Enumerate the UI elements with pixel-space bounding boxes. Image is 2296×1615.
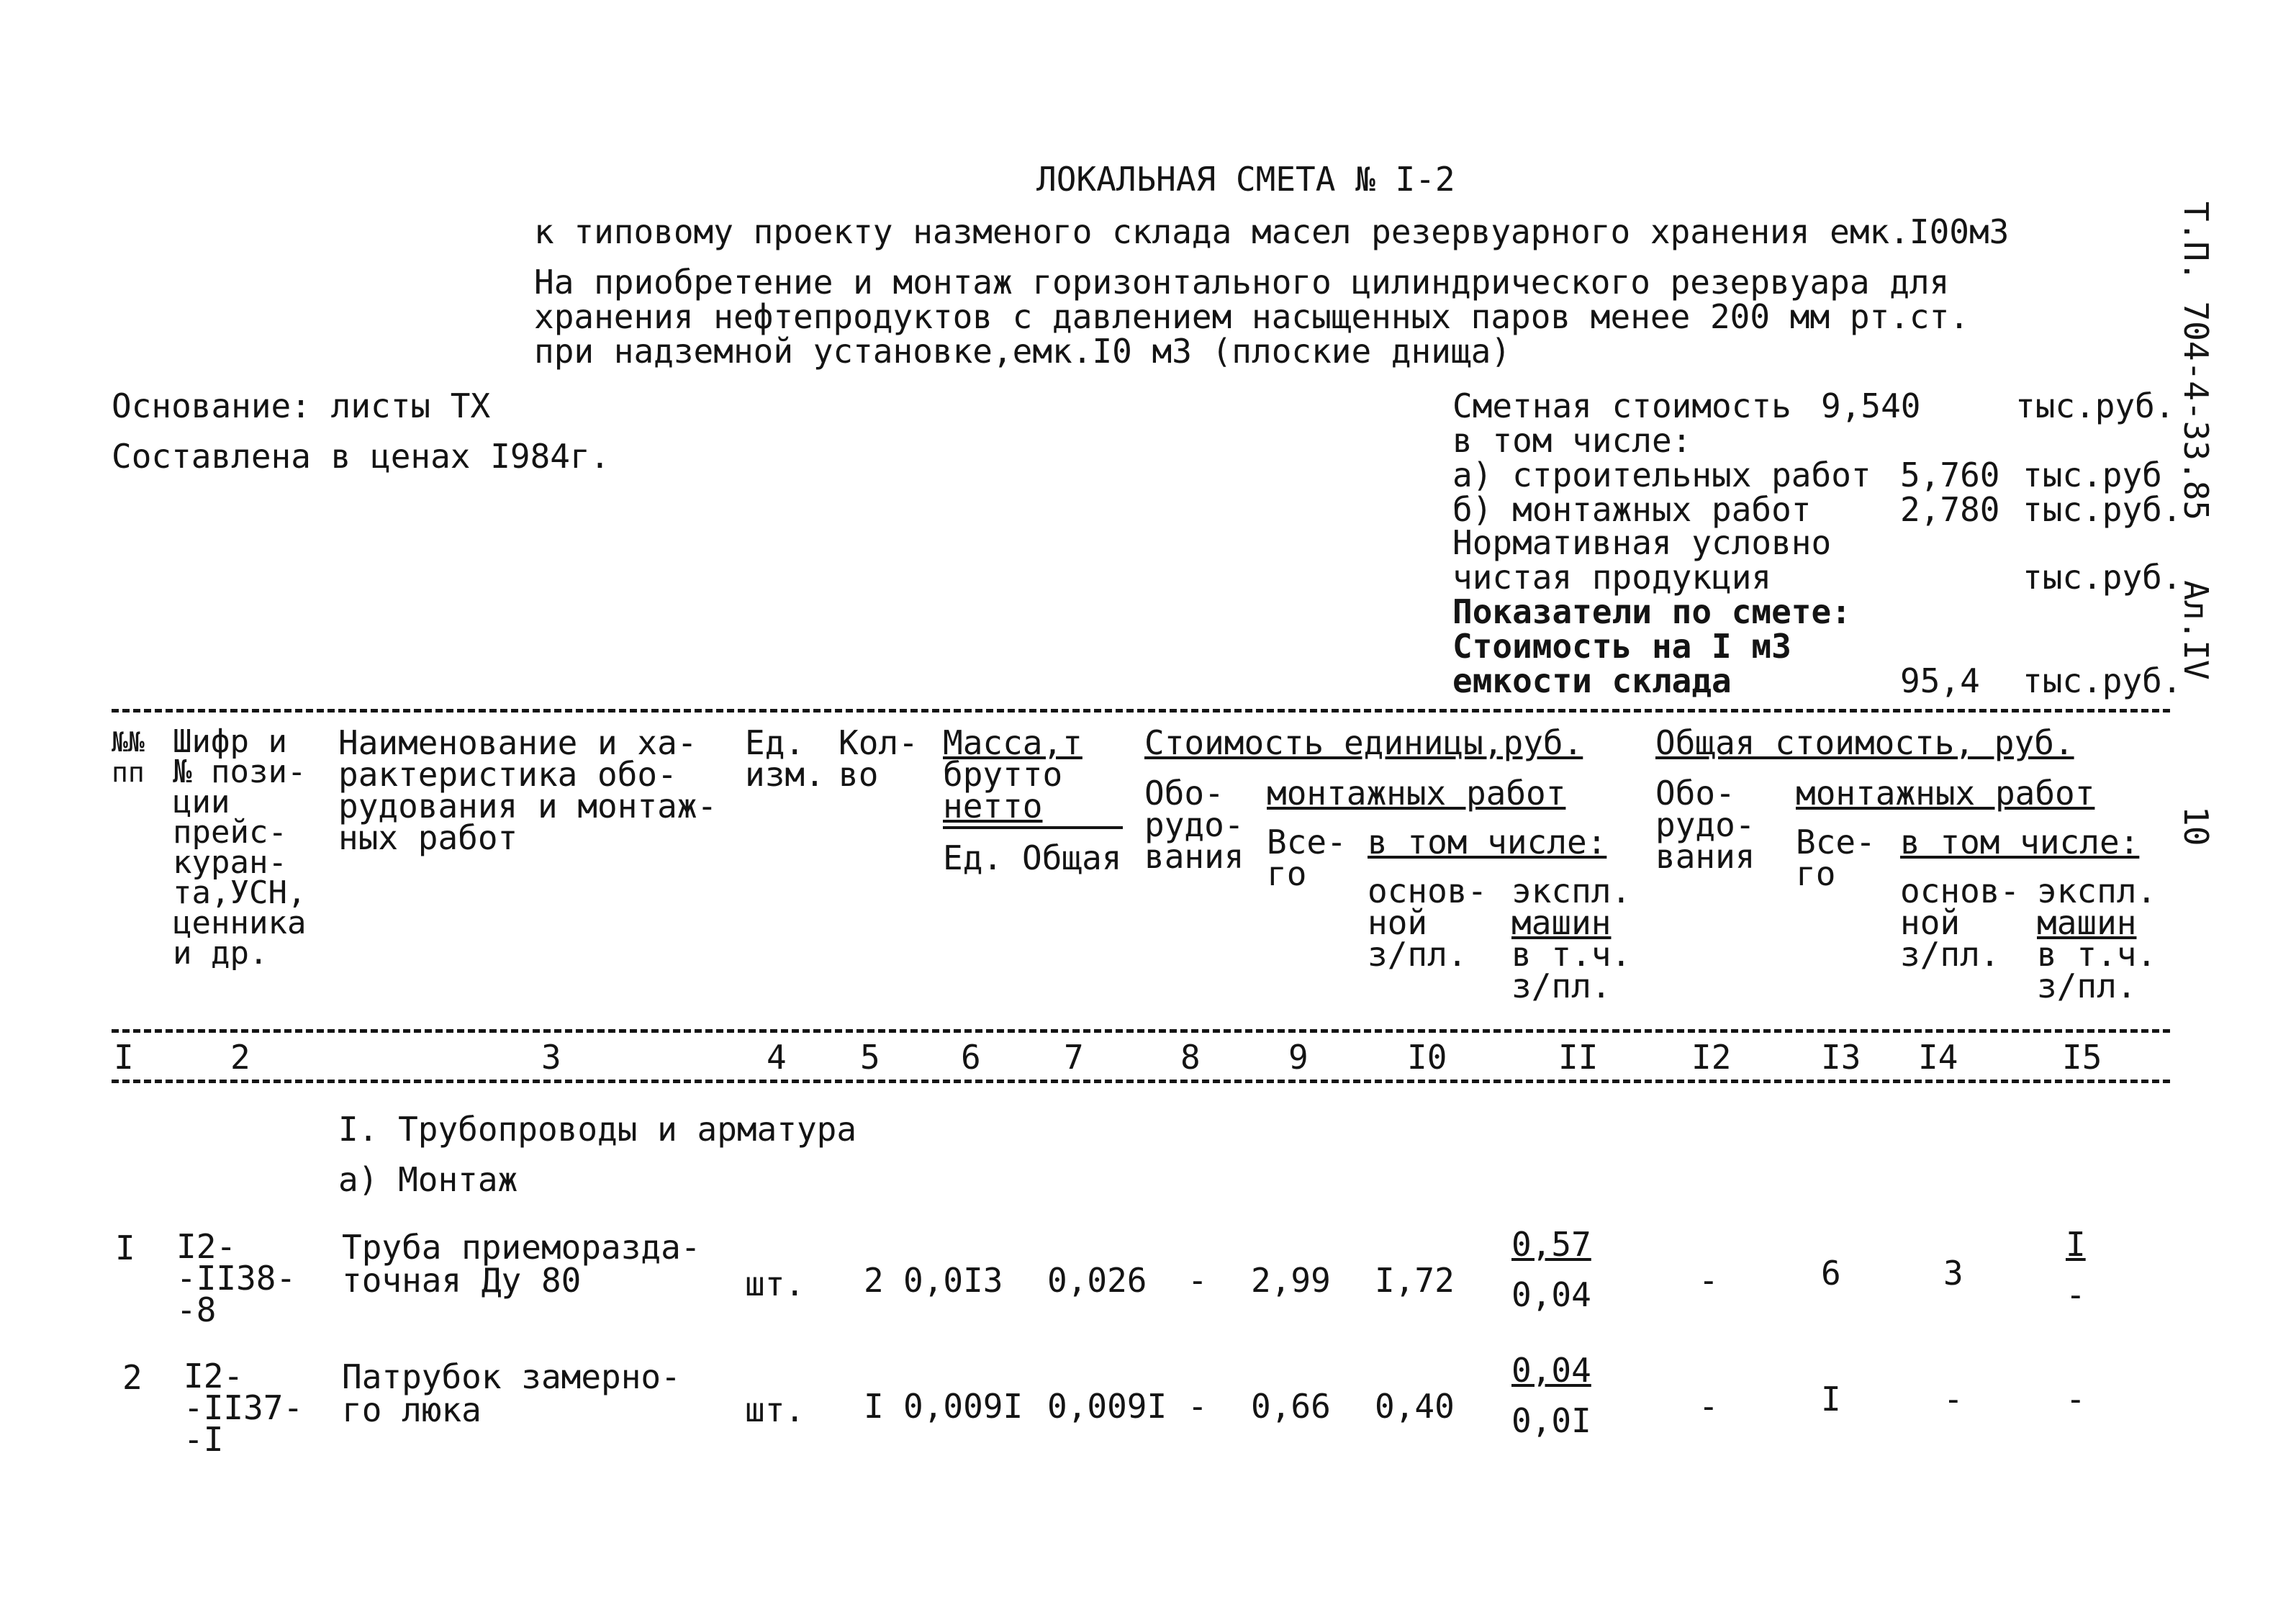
header-installation: монтажных работ [1267, 774, 1566, 813]
summary-installation-value: 2,780 [1900, 490, 2000, 529]
col-number: I0 [1407, 1038, 1447, 1077]
row-total-base-wage: - [1943, 1380, 1963, 1419]
header-unit: Ед. изм. [745, 723, 825, 794]
row-total-installation: 6 [1821, 1254, 1841, 1293]
section-title: I. Трубопроводы и арматура [338, 1110, 857, 1149]
header-total-cost: Общая стоимость, руб. [1655, 723, 2074, 762]
summary-construction-label: а) строительных работ [1452, 456, 1871, 494]
header-total-including: в том числе: [1900, 823, 2140, 861]
mass-divider [943, 826, 1123, 829]
summary-installation-label: б) монтажных работ [1452, 490, 1812, 529]
row-total-base-wage: 3 [1943, 1254, 1963, 1293]
row-mass-total: 0,026 [1047, 1261, 1147, 1300]
row-installation-total: 2,99 [1251, 1261, 1331, 1300]
row-equipment: - [1188, 1387, 1208, 1426]
row-code: I2- -II38- -8 [176, 1227, 297, 1329]
col-number: I [114, 1038, 134, 1077]
col-number: 2 [230, 1038, 250, 1077]
col-number: 8 [1180, 1038, 1201, 1077]
row-total-installation: I [1821, 1380, 1841, 1419]
summary-cost-label: Сметная стоимость [1452, 386, 1791, 425]
row-equipment: - [1188, 1261, 1208, 1300]
col-number: I3 [1821, 1038, 1861, 1077]
header-machine-wage: в т.ч. з/пл. [1511, 935, 1632, 1005]
row-code: I2- -II37- -I [184, 1357, 304, 1459]
header-base-wage: основ- ной з/пл. [1368, 872, 1488, 974]
row-machine-op: 0,04 [1511, 1351, 1591, 1390]
header-equipment: Обо- рудо- вания [1144, 774, 1244, 876]
row-total-equipment: - [1699, 1387, 1719, 1426]
row-total-machine-op: I [2066, 1225, 2086, 1264]
prices-year-text: Составлена в ценах I984г. [112, 437, 610, 476]
header-total-equipment: Обо- рудо- вания [1655, 774, 1755, 876]
summary-normative-line1: Нормативная условно [1452, 523, 1832, 562]
summary-cost-unit: тыс.руб. [2015, 386, 2175, 425]
section-subtitle: а) Монтаж [338, 1160, 518, 1199]
row-number: I [115, 1229, 135, 1267]
side-stamp [2179, 202, 2213, 680]
header-mass-net: нетто [943, 787, 1043, 825]
summary-indicators: Показатели по смете: [1452, 592, 1851, 631]
col-number: II [1558, 1038, 1599, 1077]
header-mass: Масса,т [943, 723, 1083, 762]
header-name: Наименование и ха- рактеристика обо- рудования и монтаж- ных работ [338, 723, 718, 857]
estimate-title: ЛОКАЛЬНАЯ СМЕТА № I-2 [1036, 160, 1455, 199]
summary-normative-line2: чистая продукция [1452, 558, 1772, 597]
row-quantity: I [864, 1387, 884, 1426]
row-mass-unit: 0,009I [903, 1387, 1023, 1426]
header-mass-total: Общая [1022, 838, 1122, 877]
col-number: I4 [1918, 1038, 1958, 1077]
table-top-rule [112, 709, 2170, 712]
header-mass-gross: брутто [943, 755, 1063, 794]
project-line: к типовому проекту назменого склада масел резервуарного хранения емк.I00м3 [534, 212, 2010, 251]
header-total-machine-op: экспл. [2037, 872, 2157, 910]
basis-text: Основание: листы ТХ [112, 386, 491, 425]
col-number: 7 [1064, 1038, 1084, 1077]
header-machine-op: экспл. [1511, 872, 1632, 910]
summary-construction-unit: тыс.руб [2022, 456, 2162, 494]
col-number: 5 [860, 1038, 880, 1077]
summary-cost-value: 9,540 [1821, 386, 1921, 425]
row-quantity: 2 [864, 1261, 884, 1300]
row-installation-total: 0,66 [1251, 1387, 1331, 1426]
row-mass-total: 0,009I [1047, 1387, 1167, 1426]
row-number: 2 [122, 1358, 143, 1397]
col-number: 9 [1288, 1038, 1309, 1077]
row-machine-wage: 0,0I [1511, 1401, 1591, 1440]
row-name: Труба приеморазда- точная Ду 80 [342, 1228, 701, 1300]
col-number: I2 [1691, 1038, 1732, 1077]
row-unit: шт. [745, 1265, 805, 1303]
header-total-machine-wage: в т.ч. з/пл. [2037, 935, 2157, 1005]
col-number: I5 [2062, 1038, 2102, 1077]
summary-including: в том числе: [1452, 421, 1692, 460]
row-total-machine-wage: - [2066, 1275, 2086, 1314]
album-number: Ал.IV [2177, 580, 2215, 680]
col-number: 4 [767, 1038, 787, 1077]
header-total-installation-total: Все- го [1796, 823, 1876, 893]
row-name: Патрубок замерно- го люка [342, 1357, 681, 1429]
description-line-1: На приобретение и монтаж горизонтального цилиндрического резервуара для [534, 263, 1950, 302]
summary-per-m3-unit: тыс.руб. [2022, 661, 2182, 700]
header-total-machines: машин [2037, 903, 2137, 942]
description-line-2: хранения нефтепродуктов с давлением насыщенных паров менее 200 мм рт.ст. [534, 297, 1969, 336]
summary-normative-unit: тыс.руб. [2022, 558, 2182, 597]
row-machine-wage: 0,04 [1511, 1275, 1591, 1314]
header-including: в том числе: [1368, 823, 1607, 861]
row-base-wage: I,72 [1375, 1261, 1455, 1300]
row-unit: шт. [745, 1390, 805, 1429]
table-header-rule [112, 1029, 2170, 1033]
header-code: Шифр и № пози- ции прейс- куран- та,УСН, ценника и др. [173, 723, 307, 972]
row-total-machine-op: - [2066, 1380, 2086, 1419]
header-mass-unit: Ед. [943, 838, 1003, 877]
header-total-base-wage: основ- ной з/пл. [1900, 872, 2020, 974]
row-total-equipment: - [1699, 1261, 1719, 1300]
drawing-code: Т.П. 704-4-33.85 [2177, 202, 2215, 521]
header-total-installation: монтажных работ [1796, 774, 2095, 813]
summary-per-m3-line1: Стоимость на I м3 [1452, 627, 1791, 666]
summary-per-m3-value: 95,4 [1900, 661, 1980, 700]
summary-per-m3-line2: емкости склада [1452, 661, 1732, 700]
header-unit-cost: Стоимость единицы,руб. [1144, 723, 1583, 762]
header-item-number: №№ пп [112, 726, 145, 788]
col-number: 6 [961, 1038, 981, 1077]
row-mass-unit: 0,0I3 [903, 1261, 1003, 1300]
col-number: 3 [541, 1038, 561, 1077]
row-machine-op: 0,57 [1511, 1225, 1591, 1264]
row-base-wage: 0,40 [1375, 1387, 1455, 1426]
summary-construction-value: 5,760 [1900, 456, 2000, 494]
page-number: 10 [2177, 806, 2215, 846]
header-quantity: Кол- во [839, 723, 918, 794]
summary-installation-unit: тыс.руб. [2022, 490, 2182, 529]
column-numbers-rule [112, 1080, 2170, 1083]
header-machines: машин [1511, 903, 1612, 942]
description-line-3: при надземной установке,емк.I0 м3 (плоские днища) [534, 332, 1511, 371]
header-installation-total: Все- го [1267, 823, 1347, 893]
